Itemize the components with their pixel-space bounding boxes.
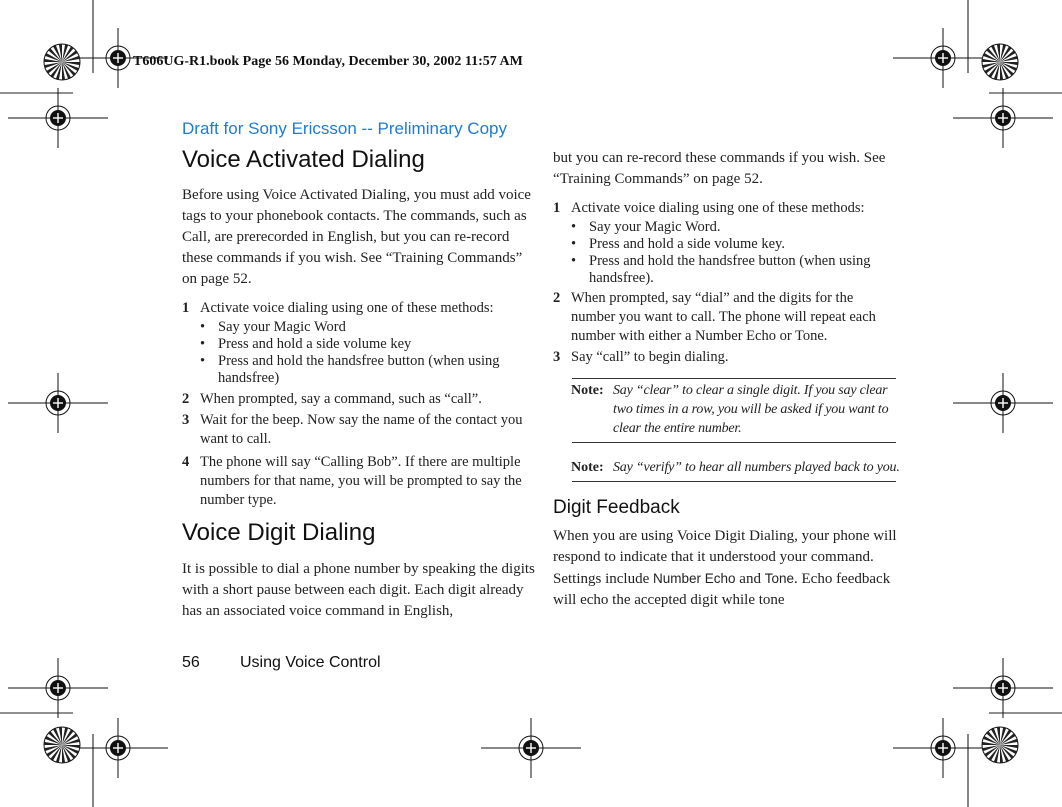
registration-crosshair [68,718,168,778]
list-item: • Press and hold the handsfree button (when using handsfree) [200,353,500,386]
registration-starburst [982,44,1018,80]
note-rule-middle [572,442,896,443]
registration-crosshair [893,718,993,778]
continued-paragraph: but you can re-record these commands if you wish. See “Training Commands” on page 52. [553,150,886,187]
page-number: 56 [182,654,200,671]
right-step-1: 1 Activate voice dialing using one of these methods: • Say your Magic Word. • Press and hold a side volume key. • Press and hold the handsfree button (when using handsfree). [553,199,911,287]
list-item: • Say your Magic Word. [571,219,721,235]
registration-crosshair [893,28,993,88]
registration-crosshair [953,658,1053,718]
running-footer-title: Using Voice Control [240,654,381,671]
right-step-3: 3 Say “call” to begin dialing. [553,349,729,365]
left-step-4: 4 The phone will say “Calling Bob”. If there are multiple numbers for that name, you will be prompted to say the number type. [182,454,522,508]
registration-crosshair [8,373,108,433]
registration-starburst [44,727,80,763]
left-step-2: 2 When prompted, say a command, such as “call”. [182,391,482,407]
list-item: • Say your Magic Word [200,319,346,335]
heading-voice-digit-dialing: Voice Digit Dialing [182,519,376,546]
right-step-2: 2 When prompted, say “dial” and the digits for the number you want to call. The phone will repeat each number with either a Number Echo or Tone. [553,290,876,344]
registration-crosshair [8,658,108,718]
left-step-3: 3 Wait for the beep. Now say the name of the contact you want to call. [182,412,523,447]
list-item: • Press and hold a side volume key [200,336,412,352]
note-rule-top [572,378,896,379]
draft-notice: Draft for Sony Ericsson -- Preliminary Copy [182,119,507,138]
left-step-1: 1 Activate voice dialing using one of these methods: • Say your Magic Word • Press and hold a side volume key • Press and hold the handsfree button (when using handsfree) [182,299,537,387]
setting-number-echo: Number Echo [653,571,736,586]
intro-paragraph: Before using Voice Activated Dialing, you must add voice tags to your phonebook contacts. The commands, such as Call, are prerecorded in English, but you can re-record these commands if you wish. See “Training Commands” on page 52. [182,187,531,287]
heading-voice-activated-dialing: Voice Activated Dialing [182,146,425,173]
voice-digit-paragraph: It is possible to dial a phone number by speaking the digits with a short pause between each digit. Each digit already has an associated voice command in English, [182,561,535,619]
registration-crosshair [8,88,108,148]
registration-crosshair [953,88,1053,148]
heading-digit-feedback: Digit Feedback [553,497,680,518]
registration-starburst [44,44,80,80]
list-item: • Press and hold the handsfree button (when using handsfree). [571,253,871,286]
digit-feedback-paragraph: When you are using Voice Digit Dialing, your phone will respond to indicate that it understood your command. Settings include Number Echo and Tone. Echo feedback will echo the accepted digit while tone [553,528,897,608]
setting-tone: Tone [764,571,794,586]
note-verify: Note: Say “verify” to hear all numbers played back to you. [571,460,900,475]
list-item: • Press and hold a side volume key. [571,236,785,252]
note-rule-bottom [572,481,896,482]
registration-crosshair [481,718,581,778]
print-header: T606UG-R1.book Page 56 Monday, December 30, 2002 11:57 AM [133,54,523,69]
note-clear: Note: Say “clear” to clear a single digit. If you say clear two times in a row, you will be asked if you want to clear the entire number. [571,383,889,436]
registration-starburst [982,727,1018,763]
registration-crosshair [953,373,1053,433]
